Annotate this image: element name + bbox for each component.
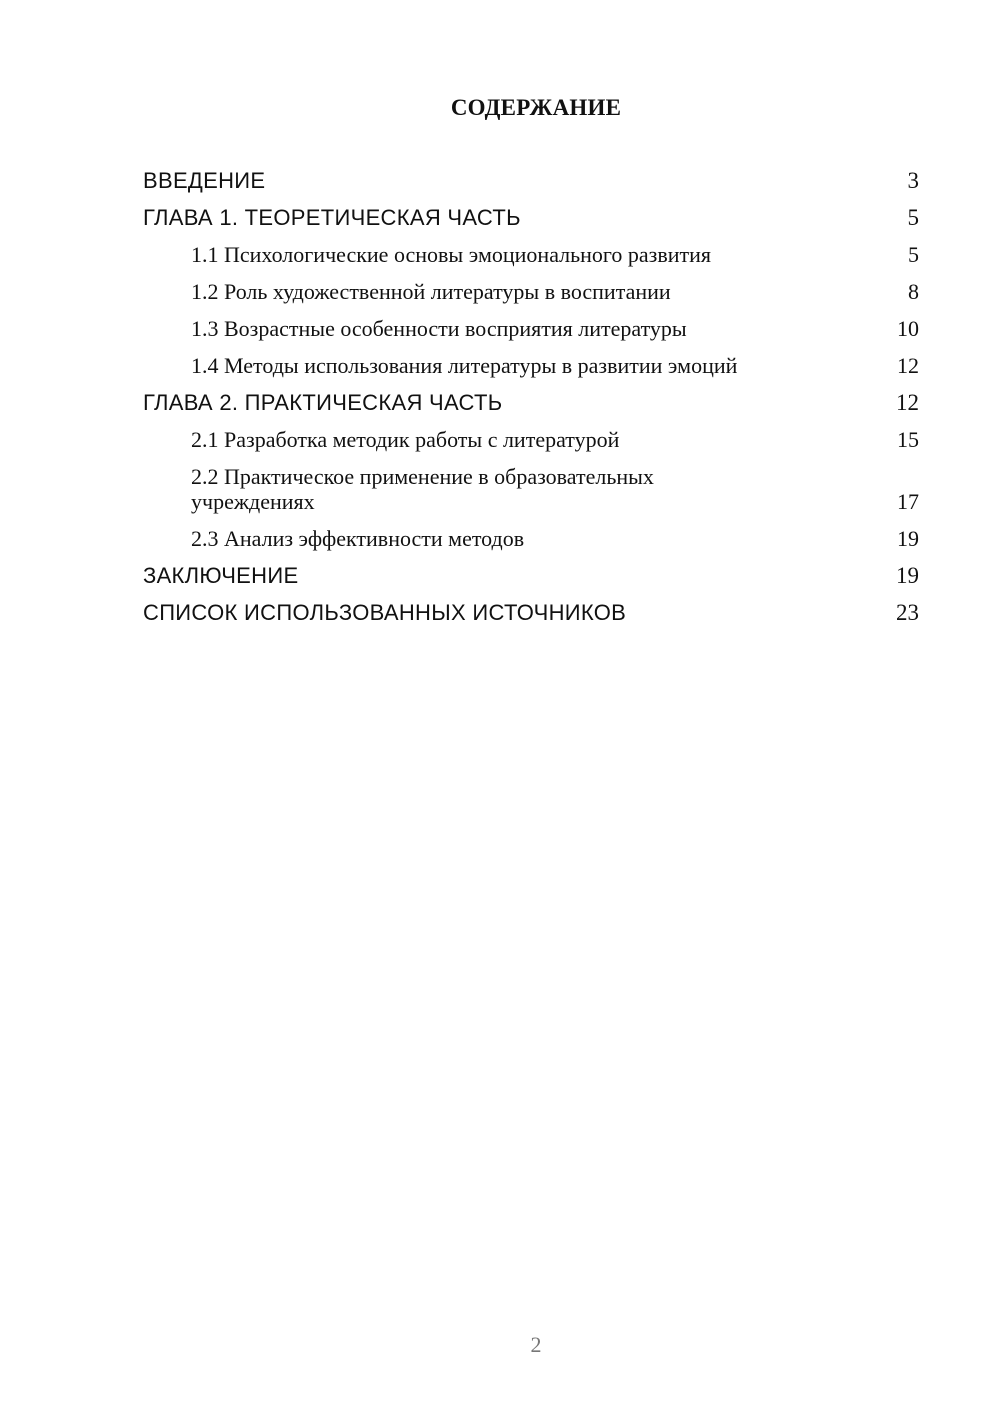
- toc-entry-page: 23: [896, 600, 919, 625]
- toc-entry-page: 3: [907, 168, 919, 193]
- toc-entry-section-2-1[interactable]: [143, 427, 919, 452]
- toc-entry-page: 8: [908, 279, 919, 304]
- toc-entry-page: 5: [908, 242, 919, 267]
- toc-entry-label: СПИСОК ИСПОЛЬЗОВАННЫХ ИСТОЧНИКОВ: [143, 600, 627, 625]
- toc-entry-page: 17: [897, 489, 919, 514]
- toc-entry-page: 12: [896, 390, 919, 415]
- toc-entry-chapter-1[interactable]: [143, 205, 919, 230]
- toc-entry-chapter-2[interactable]: [143, 390, 919, 415]
- toc-entry-section-1-4[interactable]: [143, 353, 919, 378]
- toc-entry-label: 2.3 Анализ эффективности методов: [191, 526, 525, 551]
- toc-entry-label: 1.3 Возрастные особенности восприятия литературы: [191, 316, 687, 341]
- toc-title: СОДЕРЖАНИЕ: [450, 95, 622, 120]
- toc-entry-references[interactable]: [143, 600, 919, 625]
- table-of-contents: [143, 168, 919, 637]
- toc-entry-page: 5: [907, 205, 919, 230]
- toc-entry-label: 1.1 Психологические основы эмоционального развития: [191, 242, 712, 267]
- toc-entry-label: ВВЕДЕНИЕ: [143, 168, 266, 193]
- toc-entry-page: 10: [897, 316, 919, 341]
- toc-entry-section-1-2[interactable]: [143, 279, 919, 304]
- toc-entry-page: 15: [897, 427, 919, 452]
- page-number: 2: [530, 1332, 542, 1357]
- toc-entry-page: 19: [896, 563, 919, 588]
- toc-entry-label: ГЛАВА 1. ТЕОРЕТИЧЕСКАЯ ЧАСТЬ: [143, 205, 521, 230]
- toc-entry-label: 2.2 Практическое применение в образовательных учреждениях: [191, 464, 654, 514]
- toc-entry-label: 1.4 Методы использования литературы в развитии эмоций: [191, 353, 738, 378]
- toc-entry-label: ГЛАВА 2. ПРАКТИЧЕСКАЯ ЧАСТЬ: [143, 390, 503, 415]
- toc-entry-section-1-1[interactable]: [143, 242, 919, 267]
- toc-entry-page: 19: [897, 526, 919, 551]
- toc-entry-label: ЗАКЛЮЧЕНИЕ: [143, 563, 299, 588]
- toc-entry-section-1-3[interactable]: [143, 316, 919, 341]
- toc-entry-introduction[interactable]: [143, 168, 919, 193]
- toc-entry-label: 2.1 Разработка методик работы с литературой: [191, 427, 620, 452]
- toc-entry-label: 1.2 Роль художественной литературы в воспитании: [191, 279, 671, 304]
- toc-entry-conclusion[interactable]: [143, 563, 919, 588]
- toc-entry-section-2-2[interactable]: [143, 464, 919, 514]
- toc-entry-section-2-3[interactable]: [143, 526, 919, 551]
- toc-entry-page: 12: [897, 353, 919, 378]
